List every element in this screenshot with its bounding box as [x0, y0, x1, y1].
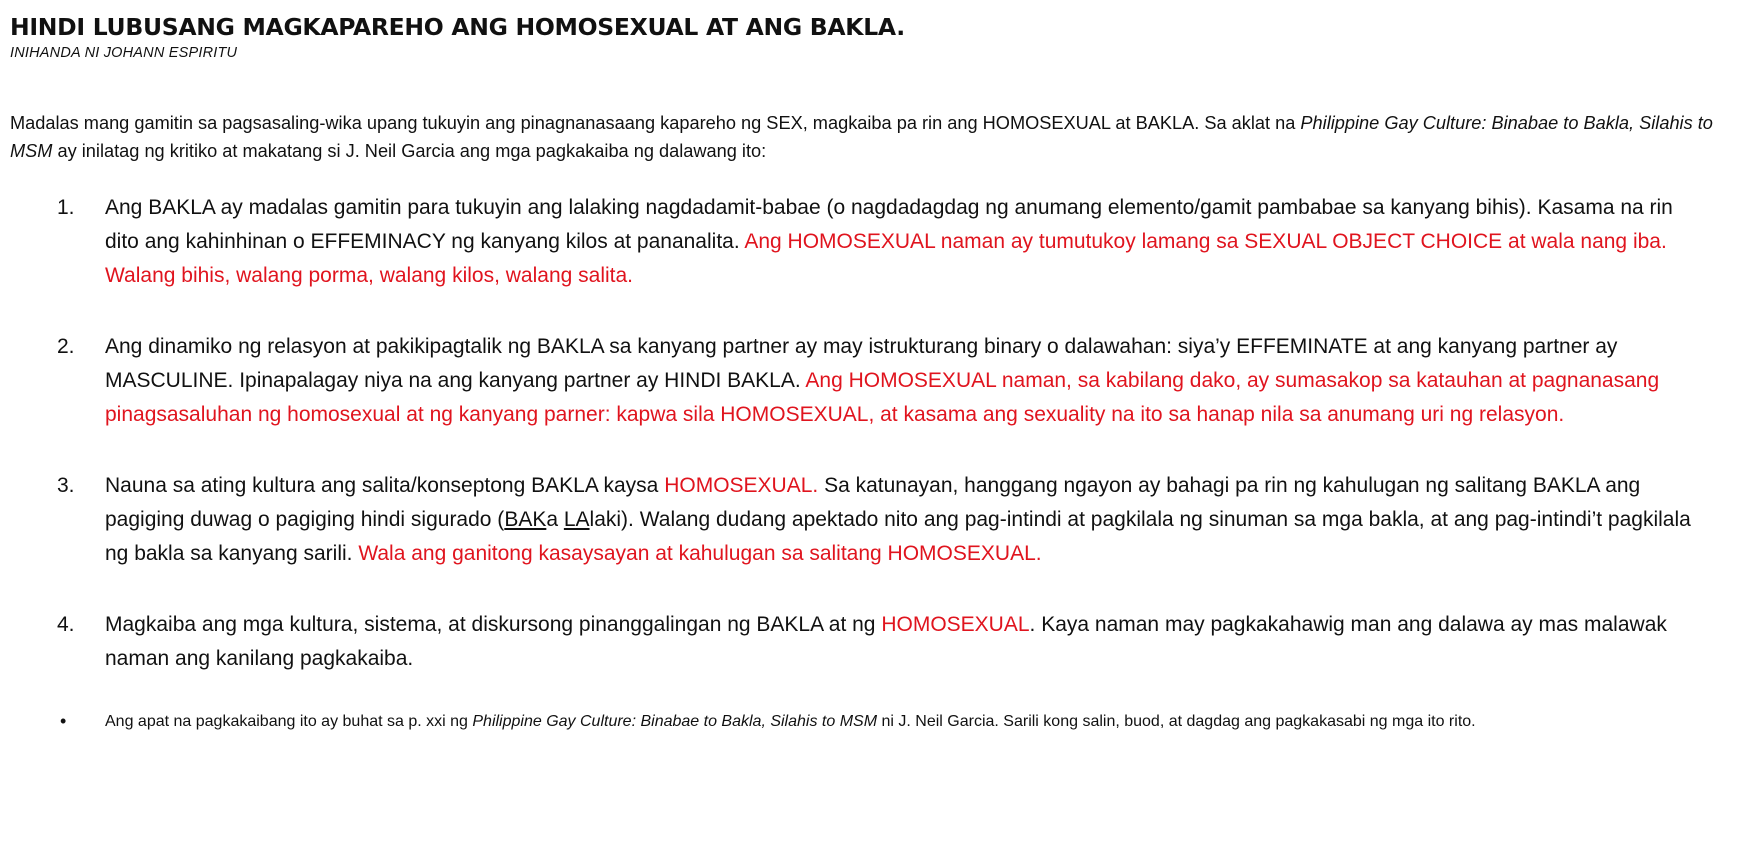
- underlined-fragment: BAK: [504, 508, 547, 531]
- intro-text-1: Madalas mang gamitin sa pagsasaling-wika upang tukuyin ang pinagnanasaang kapareho ng SEX, magkaiba pa rin ang HOMOSEXUAL at BAKLA. Sa aklat na: [10, 113, 1301, 133]
- author-line: INIHANDA NI JOHANN ESPIRITU: [10, 45, 238, 61]
- item-text-emphasis: HOMOSEXUAL.: [664, 474, 819, 497]
- item-number: 2.: [57, 335, 75, 358]
- item-text: Magkaiba ang mga kultura, sistema, at diskursong pinanggalingan ng BAKLA at ng: [105, 613, 882, 636]
- item-text-emphasis: Wala ang ganitong kasaysayan at kahulugan sa salitang HOMOSEXUAL.: [358, 542, 1042, 565]
- item-text-emphasis: HOMOSEXUAL: [881, 613, 1030, 636]
- differences-list: [10, 191, 1730, 676]
- item-text: Ang BAKLA ay madalas gamitin para tukuyin ang lalaking nagdadamit-babae (o nagdadagdag ng anumang elemento/gamit pambabae sa kanyang bihis). Kasama na rin dito ang kahinhinan o EFFEMINACY ng kanyang kilos at pananalita.: [105, 196, 1673, 253]
- list-item-2: [10, 330, 1695, 432]
- note-text-1: Ang apat na pagkakaibang ito ay buhat sa p. xxi ng: [105, 713, 473, 730]
- list-item-3: [10, 469, 1695, 571]
- list-item-4: [10, 608, 1695, 676]
- list-item-1: [10, 191, 1695, 293]
- item-text-emphasis: Ang HOMOSEXUAL naman, sa kabilang dako, ay sumasakop sa katauhan at pagnanasang pinagsasaluhan ng homosexual at ng kanyang parner: kapwa sila HOMOSEXUAL, at kasama ang sexuality na ito sa hanap nila sa anumang uri ng relasyon.: [105, 369, 1660, 426]
- document-page: [10, 10, 1730, 735]
- note-book-title: Philippine Gay Culture: Binabae to Bakla, Silahis to MSM: [472, 713, 878, 730]
- item-text: Sa katunayan, hanggang ngayon ay bahagi pa rin ng kahulugan ng salitang BAKLA ang pagiging duwag o pagiging hindi sigurado (: [105, 474, 1641, 531]
- item-number: 1.: [57, 196, 75, 219]
- bullet-icon: •: [60, 711, 67, 731]
- item-text: . Kaya naman may pagkakahawig man ang dalawa ay mas malawak naman ang kanilang pagkakaiba.: [105, 613, 1667, 670]
- source-note: [10, 708, 1715, 735]
- item-text-emphasis: Ang HOMOSEXUAL naman ay tumutukoy lamang sa SEXUAL OBJECT CHOICE at wala nang iba. Walang bihis, walang porma, walang kilos, walang salita.: [105, 230, 1667, 287]
- intro-text-2: ay inilatag ng kritiko at makatang si J. Neil Garcia ang mga pagkakaiba ng dalawang ito:: [52, 141, 767, 161]
- intro-paragraph: [10, 109, 1725, 165]
- item-text: laki). Walang dudang apektado nito ang pag-intindi at pagkilala ng sinuman sa mga bakla, at ang pag-intindi’t pagkilala ng bakla sa kanyang sarili.: [105, 508, 1691, 565]
- item-number: 3.: [57, 474, 75, 497]
- intro-book-title: Philippine Gay Culture: Binabae to Bakla, Silahis to MSM: [10, 113, 1713, 161]
- underlined-fragment: LA: [563, 508, 590, 531]
- document-title: HINDI LUBUSANG MAGKAPAREHO ANG HOMOSEXUAL AT ANG BAKLA.: [10, 13, 905, 41]
- note-text-2: ni J. Neil Garcia. Sarili kong salin, buod, at dagdag ang pagkakasabi ng mga ito rito.: [877, 713, 1476, 730]
- item-text: a: [546, 508, 564, 531]
- item-number: 4.: [57, 613, 75, 636]
- item-text: Ang dinamiko ng relasyon at pakikipagtalik ng BAKLA sa kanyang partner ay may istrukturang binary o dalawahan: siya’y EFFEMINATE at ang kanyang partner ay MASCULINE. Ipinapalagay niya na ang kanyang partner ay HINDI BAKLA.: [105, 335, 1618, 392]
- item-text: Nauna sa ating kultura ang salita/konseptong BAKLA kaysa: [105, 474, 665, 497]
